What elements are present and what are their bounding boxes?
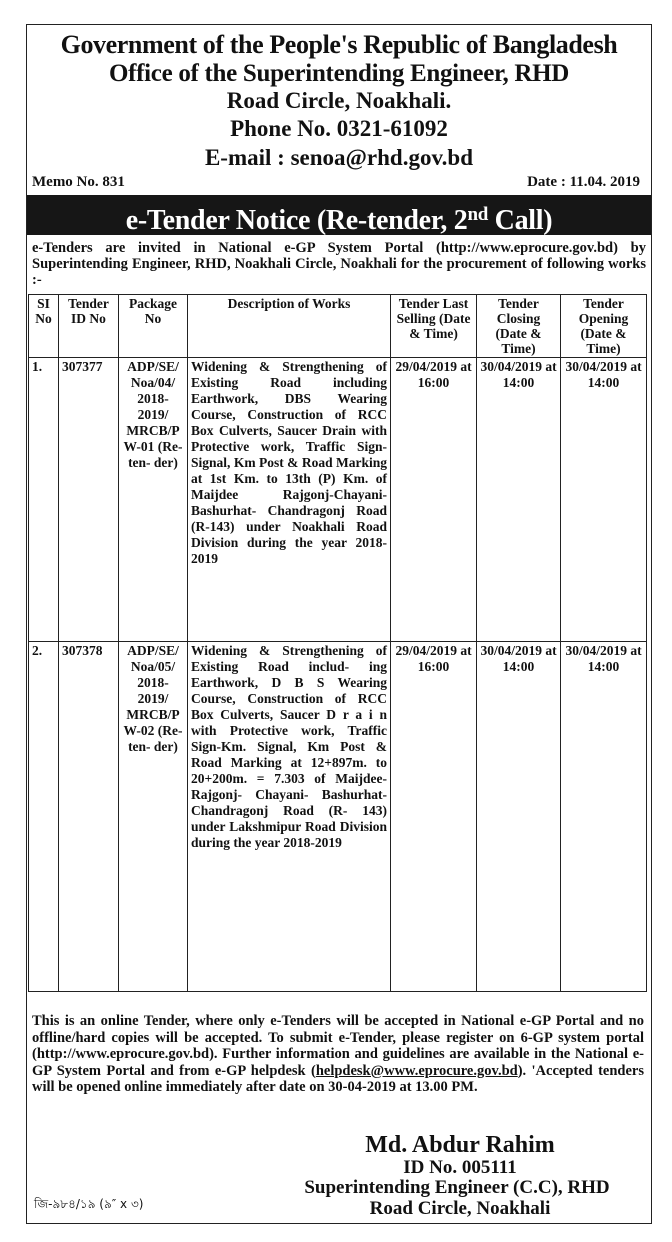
signatory-office: Road Circle, Noakhali xyxy=(369,1198,551,1219)
footer-text-before: This is an online Tender, where only e-Tenders will be accepted in National e-GP Portal and no offline/hard copies will be accepted. To submit e-Tender, please register on 6-GP system portal (http://www.eprocure.gov.bd). Further information and guidelines are available in the National e-GP System Portal and from e-GP helpdesk ( xyxy=(32,1013,644,1079)
row-opening: 30/04/2019 at 14:00 xyxy=(561,642,647,992)
col-last-selling: Tender Last Selling (Date & Time) xyxy=(391,295,477,358)
col-closing: Tender Closing (Date & Time) xyxy=(477,295,561,358)
notice-title xyxy=(27,195,651,235)
col-package: Package No xyxy=(119,295,188,358)
memo-date: Date : 11.04. 2019 xyxy=(527,174,640,190)
header-government: Government of the People's Republic of Bangladesh xyxy=(60,30,618,59)
col-tender-id: Tender ID No xyxy=(59,295,119,358)
signatory-id: ID No. 005111 xyxy=(403,1157,517,1178)
row-sl: 2. xyxy=(29,642,59,992)
signatory-designation: Superintending Engineer (C.C), RHD xyxy=(304,1177,610,1198)
header-email: E-mail : senoa@rhd.gov.bd xyxy=(204,145,474,170)
row-description: Widening & Strengthening of Existing Road including Earthwork, DBS Wearing Course, Construction of RCC Box Culverts, Saucer Drain with Protective work, Traffic Sign- Signal, Km Post & Road Marking at 1st Km. to 13th (P) Km. of Maijdee Rajgonj-Chayani- Bashurhat- Chandragonj Road (R-143) under Noakhali Road Division during the year 2018-2019 xyxy=(188,358,391,642)
table-row xyxy=(29,358,647,642)
header-office: Office of the Superintending Engineer, RHD xyxy=(108,60,570,87)
table-header-row xyxy=(29,295,647,358)
col-description: Description of Works xyxy=(188,295,391,358)
row-tender-id: 307377 xyxy=(59,358,119,642)
row-closing: 30/04/2019 at 14:00 xyxy=(477,358,561,642)
footer-text xyxy=(32,1013,644,1096)
publication-code: জি-৯৮৪/১৯ (৯″ x ৩) xyxy=(34,1197,144,1211)
notice-title-main: e-Tender Notice (Re-tender, 2 xyxy=(125,205,468,236)
footer-text-after: ). 'Accepted tenders will be opened online immediately after date on 30-04-2019 at 13.00 PM. xyxy=(32,1062,645,1095)
row-closing: 30/04/2019 at 14:00 xyxy=(477,642,561,992)
row-sl: 1. xyxy=(29,358,59,642)
col-sl: SI No xyxy=(29,295,59,358)
row-package: ADP/SE/ Noa/05/ 2018- 2019/ MRCB/P W-02 (Re-ten- der) xyxy=(119,642,188,992)
row-tender-id: 307378 xyxy=(59,642,119,992)
row-package: ADP/SE/ Noa/04/ 2018- 2019/ MRCB/P W-01 (Re-ten- der) xyxy=(119,358,188,642)
col-opening: Tender Opening (Date & Time) xyxy=(561,295,647,358)
tender-table xyxy=(28,294,647,992)
row-opening: 30/04/2019 at 14:00 xyxy=(561,358,647,642)
header-phone: Phone No. 0321-61092 xyxy=(230,116,448,141)
row-last-selling: 29/04/2019 at 16:00 xyxy=(391,642,477,992)
row-last-selling: 29/04/2019 at 16:00 xyxy=(391,358,477,642)
intro-text: e-Tenders are invited in National e-GP System Portal (http://www.eprocure.gov.bd) by Superintending Engineer, RHD, Noakhali Circle, Noakhali for the procurement of following works :- xyxy=(32,240,646,288)
signatory-name: Md. Abdur Rahim xyxy=(365,1132,555,1158)
row-description: Widening & Strengthening of Existing Road includ- ing Earthwork, D B S Wearing Course, Construction of RCC Box Culverts, Saucer D r a i n with Protective work, Traffic Sign-Km. Signal, Km Post & Road Marking at 12+897m. to 20+200m. = 7.303 of Maijdee-Rajgonj- Chayani- Bashurhat- Chandragonj Road (R- 143) under Lakshmipur Road Division during the year 2018-2019 xyxy=(188,642,391,992)
table-row xyxy=(29,642,647,992)
memo-number: Memo No. 831 xyxy=(32,174,125,190)
notice-title-end: Call) xyxy=(487,205,553,236)
notice-title-sup: nd xyxy=(467,204,488,225)
header-circle: Road Circle, Noakhali. xyxy=(226,88,452,113)
helpdesk-link[interactable]: helpdesk@www.eprocure.gov.bd xyxy=(315,1062,518,1079)
